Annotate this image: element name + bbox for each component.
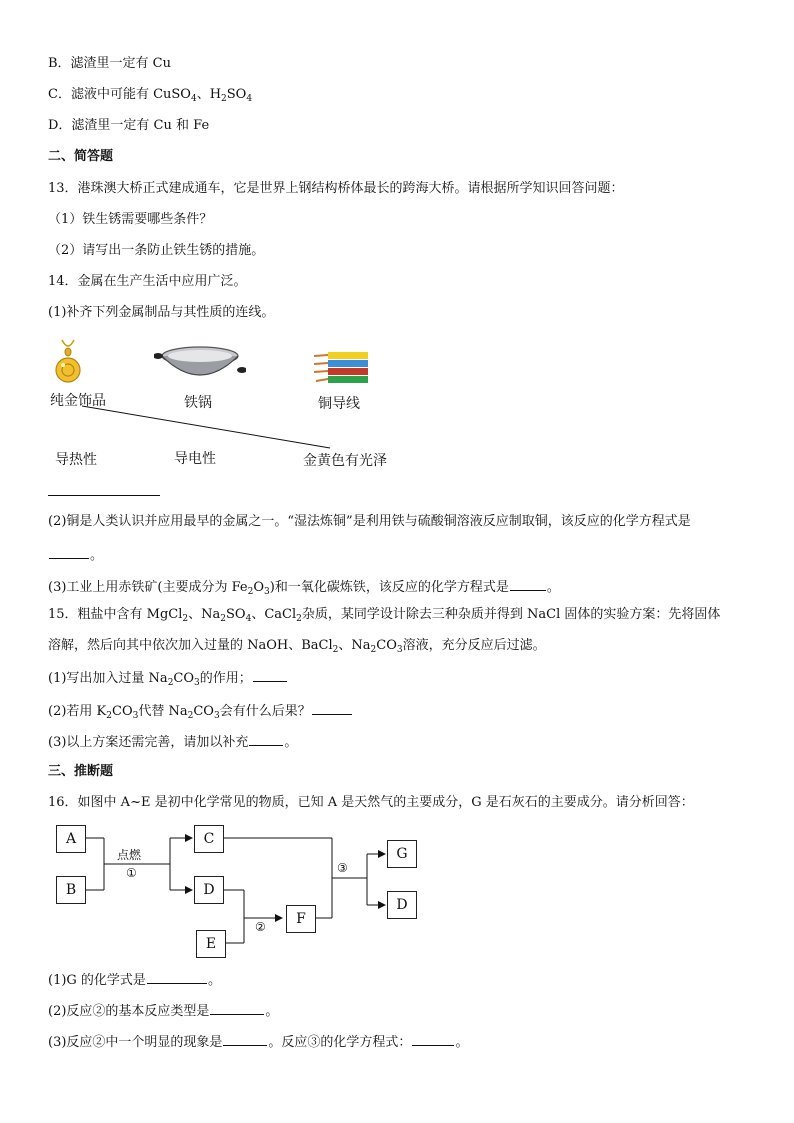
reaction-step-2: ②: [255, 920, 266, 934]
q16-stem: 16．如图中 A~E 是初中化学常见的物质，已知 A 是天然气的主要成分，G 是石灰石的主要成分。请分析回答：: [48, 795, 694, 810]
reaction-condition-ignite: 点燃: [117, 848, 142, 862]
node-d-product: D: [387, 891, 417, 919]
answer-blank[interactable]: [210, 1001, 264, 1015]
q15-part1: (1)写出加入过量 $Na_2CO_3$的作用；: [48, 668, 288, 688]
q16-part3: (3)反应②中一个明显的现象是 。反应③的化学方程式： 。: [48, 1032, 468, 1052]
q15-stem-line1: 15．粗盐中含有 MgCl$_2$、$Na_2SO_4$、CaCl$_2$杂质，某同学设计除去三种杂质并得到 NaCl 固体的实验方案：先将固体: [48, 607, 721, 624]
answer-blank[interactable]: [412, 1032, 454, 1046]
q16-part1: (1)G 的化学式是 。: [48, 970, 221, 990]
q12-option-b: B．滤渣里一定有 Cu: [48, 56, 172, 71]
property-electrical-conductivity: 导电性: [174, 451, 216, 467]
q14-part2: (2)铜是人类认识并应用最早的金属之一。“湿法炼铜”是利用铁与硫酸铜溶液反应制取铜，该反应的化学方程式是: [48, 514, 691, 529]
reaction-step-1: ①: [126, 866, 137, 880]
q14-part3: (3)工业上用赤铁矿(主要成分为 $Fe_2O_3$)和一氧化碳炼铁，该反应的化学方程式是 。: [48, 577, 560, 597]
node-d: D: [194, 876, 224, 904]
node-f: F: [286, 905, 316, 933]
q14-stem: 14．金属在生产生活中应用广泛。: [48, 274, 247, 289]
q15-part2: (2)若用 $K_2CO_3$代替 $Na_2CO_3$会有什么后果？: [48, 701, 353, 721]
q13-part1: （1）铁生锈需要哪些条件？: [48, 212, 213, 227]
node-c: C: [194, 825, 224, 853]
node-e: E: [196, 930, 226, 958]
section-title-inference: 三、推断题: [48, 764, 114, 779]
property-thermal-conductivity: 导热性: [55, 452, 97, 468]
node-g: G: [387, 840, 417, 868]
answer-blank[interactable]: [147, 970, 207, 984]
match-item-gold-jewelry: 纯金饰品: [50, 393, 106, 409]
answer-blank[interactable]: [223, 1032, 267, 1046]
section-title-short-answer: 二、简答题: [48, 149, 114, 164]
q13-part2: （2）请写出一条防止铁生锈的措施。: [48, 243, 265, 258]
q14-part2-answer: 。: [48, 545, 103, 565]
property-golden-luster: 金黄色有光泽: [303, 453, 387, 469]
q14-part1: (1)补齐下列金属制品与其性质的连线。: [48, 305, 275, 320]
node-b: B: [56, 876, 86, 904]
node-a: A: [56, 825, 86, 853]
q15-part3: (3)以上方案还需完善，请加以补充 。: [48, 732, 297, 752]
match-item-copper-wire: 铜导线: [318, 396, 360, 412]
q15-stem-line2: 溶解，然后向其中依次加入过量的 NaOH、BaCl$_2$、$Na_2CO_3$溶液，充分反应后过滤。: [48, 638, 546, 655]
match-item-iron-wok: 铁锅: [184, 395, 212, 411]
q12-option-d: D．滤渣里一定有 Cu 和 Fe: [48, 118, 210, 133]
q16-part2: (2)反应②的基本反应类型是 。: [48, 1001, 278, 1021]
q12-option-c: C．滤液中可能有 CuSO$_4$、$H_2SO_4$: [48, 87, 253, 104]
q13-stem: 13．港珠澳大桥正式建成通车，它是世界上钢结构桥体最长的跨海大桥。请根据所学知识回答问题：: [48, 181, 624, 196]
reaction-step-3: ③: [337, 861, 348, 875]
